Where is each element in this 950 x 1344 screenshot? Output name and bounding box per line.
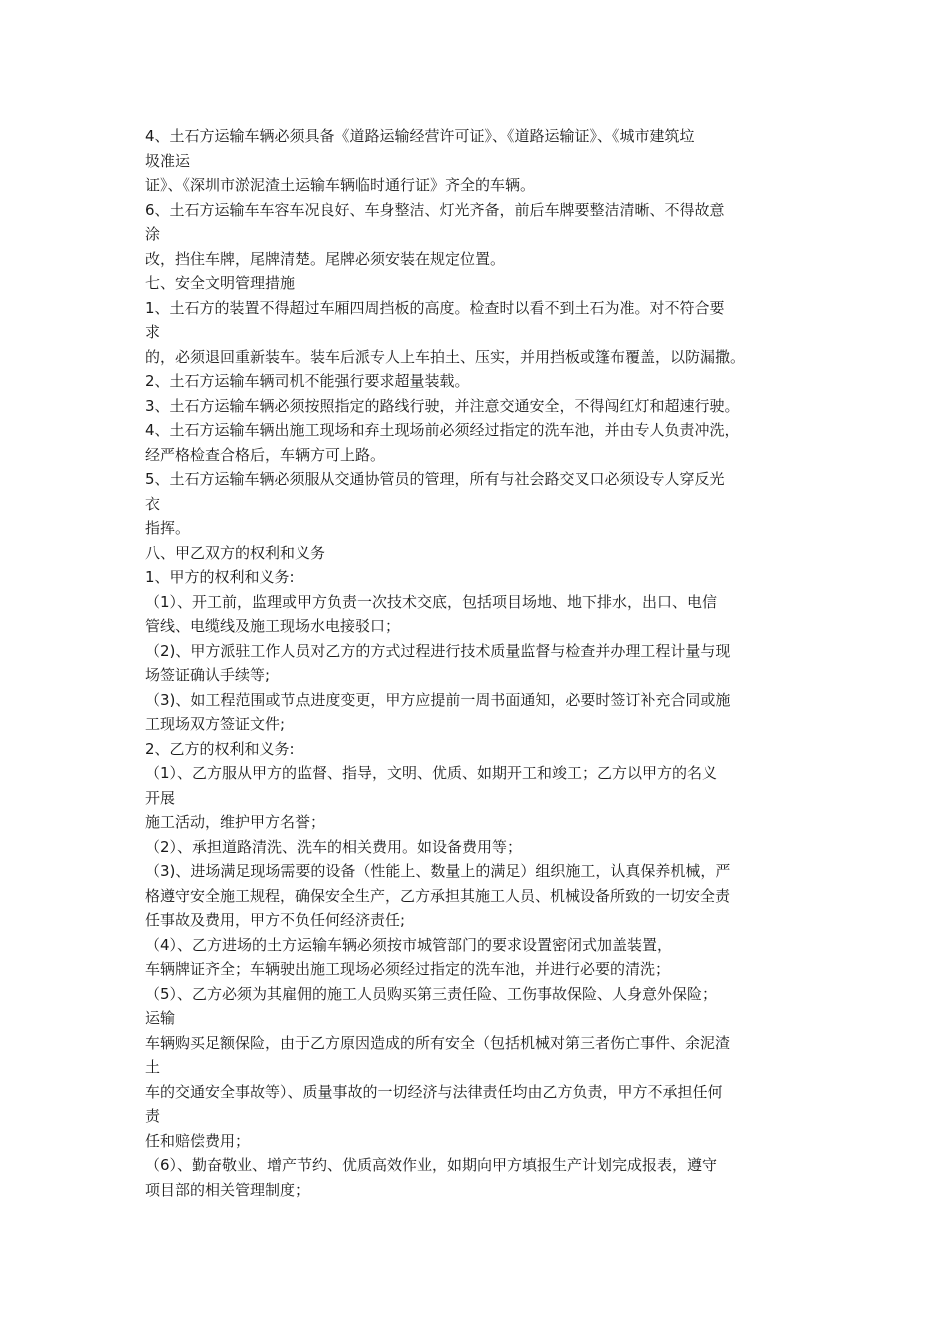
text-line: （1）、开工前，监理或甲方负责一次技术交底，包括项目场地、地下排水，出口、电信 <box>145 592 718 611</box>
text-line: 土 <box>145 1058 161 1076</box>
document-body <box>145 124 810 1202</box>
text-line: 开展 <box>145 788 176 807</box>
text-line: 车辆购买足额保险，由于乙方原因造成的所有安全（包括机械对第三者伤亡事件、余泥渣 <box>145 1033 731 1052</box>
text-line: （3)、进场满足现场需要的设备（性能上、数量上的满足）组织施工，认真保养机械，严 <box>145 862 731 880</box>
text-line: 任事故及费用，甲方不负任何经济责任; <box>145 911 406 929</box>
text-line: 4、土石方运输车辆出施工现场和弃土现场前必须经过指定的洗车池，并由专人负责冲洗， <box>145 421 740 439</box>
text-line: 证》、《深圳市淤泥渣土运输车辆临时通行证》齐全的车辆。 <box>145 176 536 194</box>
text-line: 圾准运 <box>145 151 191 170</box>
text-line: 经严格检查合格后，车辆方可上路。 <box>145 445 386 464</box>
text-line: 5、土石方运输车辆必须服从交通协管员的管理，所有与社会路交叉口必须设专人穿反光 <box>145 470 725 488</box>
text-line: 车辆牌证齐全；车辆驶出施工现场必须经过指定的洗车池，并进行必要的清洗； <box>145 960 671 978</box>
text-line: 2、土石方运输车辆司机不能强行要求超量装载。 <box>145 372 470 390</box>
text-line: 求 <box>145 323 161 341</box>
text-line: 1、土石方的装置不得超过车厢四周挡板的高度。检查时以看不到土石为准。对不符合要 <box>145 298 725 317</box>
text-line: 任和赔偿费用； <box>145 1131 251 1150</box>
subsection-heading: 2、乙方的权利和义务: <box>145 739 295 758</box>
text-line: 改，挡住车牌，尾牌清楚。尾牌必须安装在规定位置。 <box>145 249 506 268</box>
text-line: 4、土石方运输车辆必须具备《道路运输经营许可证》、《道路运输证》、《城市建筑垃 <box>145 127 695 145</box>
text-line: 车的交通安全事故等）、质量事故的一切经济与法律责任均由乙方负责，甲方不承担任何 <box>145 1082 723 1101</box>
section-heading: 八、甲乙双方的权利和义务 <box>145 543 326 562</box>
text-line: 工现场双方签证文件; <box>145 715 286 733</box>
text-line: 6、土石方运输车车容车况良好、车身整洁、灯光齐备，前后车牌要整洁清晰、不得故意 <box>145 200 725 219</box>
text-line: 的，必须退回重新装车。装车后派专人上车拍土、压实，并用挡板或篷布覆盖，以防漏撒。 <box>145 347 746 366</box>
text-line: （6）、勤奋敬业、增产节约、优质高效作业，如期向甲方填报生产计划完成报表，遵守 <box>145 1156 718 1174</box>
text-line: 运输 <box>145 1009 176 1027</box>
text-line: （4）、乙方进场的土方运输车辆必须按市城管部门的要求设置密闭式加盖装置， <box>145 935 673 954</box>
text-line: （2）、承担道路清洗、洗车的相关费用。如设备费用等； <box>145 837 523 856</box>
subsection-heading: 1、甲方的权利和义务: <box>145 568 295 586</box>
text-line: （1）、乙方服从甲方的监督、指导，文明、优质、如期开工和竣工；乙方以甲方的名义 <box>145 764 718 782</box>
text-line: 涂 <box>145 225 161 243</box>
text-line: 3、土石方运输车辆必须按照指定的路线行驶，并注意交通安全，不得闯红灯和超速行驶。 <box>145 396 740 415</box>
text-line: 施工活动，维护甲方名誉； <box>145 813 326 831</box>
text-line: 场签证确认手续等; <box>145 666 271 684</box>
text-line: （5）、乙方必须为其雇佣的施工人员购买第三责任险、工伤事故保险、人身意外保险； <box>145 984 718 1003</box>
text-line: 衣 <box>145 494 161 513</box>
text-line: 项目部的相关管理制度； <box>145 1180 311 1199</box>
section-heading: 七、安全文明管理措施 <box>145 274 296 292</box>
text-line: 责 <box>145 1107 161 1125</box>
text-line: 格遵守安全施工规程，确保安全生产，乙方承担其施工人员、机械设备所致的一切安全责 <box>145 886 731 905</box>
text-line: 管线、电缆线及施工现场水电接驳口； <box>145 617 401 635</box>
text-line: 指挥。 <box>145 519 191 537</box>
text-line: （2)、甲方派驻工作人员对乙方的方式过程进行技术质量监督与检查并办理工程计量与现 <box>145 641 731 660</box>
text-line: （3)、如工程范围或节点进度变更，甲方应提前一周书面通知，必要时签订补充合同或施 <box>145 690 731 709</box>
